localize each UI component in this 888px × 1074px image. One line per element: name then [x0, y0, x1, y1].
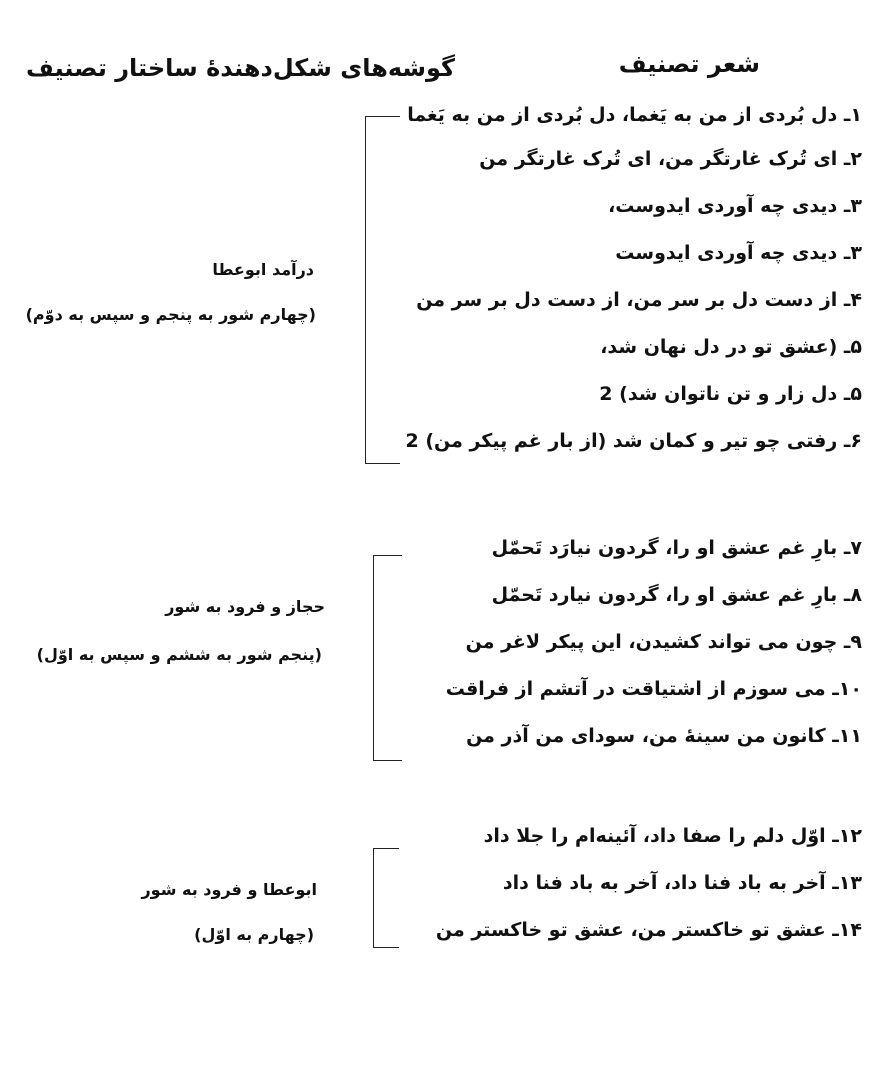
poem-line: ۷ـ بارِ غم عشق او را، گردون نیارَد تَحمّل [491, 537, 862, 559]
poem-line: ۵ـ دل زار و تن ناتوان شد) 2 [599, 383, 862, 405]
poem-header: شعر تصنیف [618, 50, 760, 78]
section-bracket [373, 555, 402, 761]
section-label: درآمد ابوعطا [212, 260, 314, 279]
section-label: ابوعطا و فرود به شور [141, 880, 317, 899]
structure-header: گوشه‌های شکل‌دهندهٔ ساختار تصنیف [26, 54, 456, 82]
poem-line: ۶ـ رفتی چو تیر و کمان شد (از بار غم پیکر من) 2 [405, 430, 862, 452]
poem-line: ۹ـ چون می تواند کشیدن، این پیکر لاغر من [465, 631, 862, 653]
poem-line: ۱۴ـ عشق تو خاکستر من، عشق تو خاکستر من [435, 919, 862, 941]
section-label-detail: (چهارم به اوّل) [194, 925, 314, 944]
section-bracket [373, 848, 399, 948]
poem-line: ۸ـ بارِ غم عشق او را، گردون نیارد تَحمّل [491, 584, 862, 606]
poem-line: ۱۱ـ کانون من سینهٔ من، سودای من آذر من [466, 725, 862, 747]
poem-line: ۴ـ از دست دل بر سر من، از دست دل بر سر من [416, 289, 862, 311]
poem-line: ۵ـ (عشق تو در دل نهان شد، [600, 336, 862, 358]
section-label-detail: (چهارم شور به پنجم و سپس به دوّم) [25, 305, 316, 324]
poem-line: ۳ـ دیدی چه آوردی ایدوست، [608, 195, 862, 217]
poem-line: ۱۳ـ آخر به باد فنا داد، آخر به باد فنا داد [502, 872, 862, 894]
poem-line: ۱۲ـ اوّل دلم را صفا داد، آئینه‌ام را جلا داد [483, 825, 862, 847]
section-label-detail: (پنجم شور به ششم و سپس به اوّل) [36, 645, 322, 664]
poem-line: ۱۰ـ می سوزم از اشتیاقت در آتشم از فراقت [445, 678, 862, 700]
poem-line: ۱ـ دل بُردی از من به یَغما، دل بُردی از من به یَغما [407, 104, 862, 126]
section-label: حجاز و فرود به شور [165, 597, 325, 616]
section-bracket [365, 116, 400, 464]
poem-line: ۲ـ ای تُرک غارتگر من، ای تُرک غارتگر من [479, 148, 862, 170]
poem-line: ۳ـ دیدی چه آوردی ایدوست [615, 242, 862, 264]
